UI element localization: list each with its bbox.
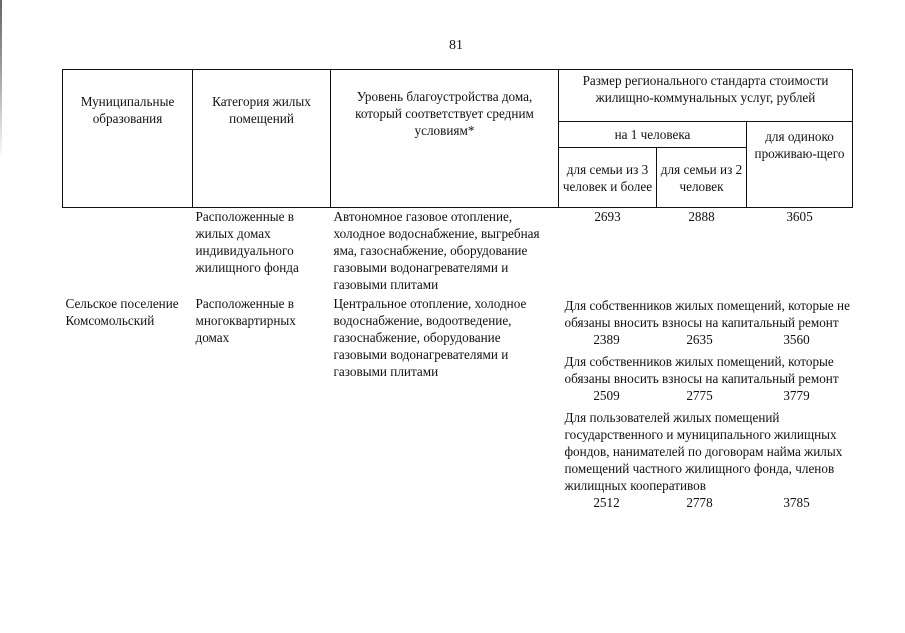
comfort-level-cell: Центральное отопление, холодное водоснабжение, водоотведение, газоснабжение, оборудование газовыми водонагревателями и газовыми плитами [333,296,527,379]
block-values [559,494,853,511]
table-row [63,293,853,511]
value-block [559,351,853,404]
header-category: Категория жилых помещений [193,70,331,208]
category-cell: Расположенные в многоквартирных домах [195,296,296,345]
value-block [559,295,853,348]
block-note: Для пользователей жилых помещений государственного и муниципального жилищных фондов, нанимателей по договорам найма жилых помещений частного жилищного фонда, членов жилищных кооперативов [564,410,843,493]
value-family-2: 2635 [686,332,713,347]
value-family-3plus: 2693 [594,209,621,224]
comfort-level-cell: Автономное газовое отопление, холодное водоснабжение, выгребная яма, газоснабжение, оборудование газовыми водонагревателями и газовыми плитами [333,209,540,292]
block-values [559,387,853,404]
value-single: 3779 [783,388,810,403]
table-row [63,208,853,294]
header-municipality: Муниципальные образования [63,70,193,208]
block-note: Для собственников жилых помещений, которые обязаны вносить взносы на капитальный ремонт [564,354,839,386]
value-family-2: 2778 [686,495,713,510]
value-single: 3605 [786,209,813,224]
value-blocks-cell [559,293,853,511]
value-family-2: 2888 [688,209,715,224]
municipality-cell: Сельское поселение Комсомольский [65,296,179,328]
value-family-2: 2775 [686,388,713,403]
value-family-3plus: 2389 [593,332,620,347]
tariff-standards-table [62,69,853,511]
value-family-3plus: 2512 [593,495,620,510]
block-note: Для собственников жилых помещений, которые не обязаны вносить взносы на капитальный ремонт [564,298,850,330]
block-values [559,331,853,348]
header-family-2: для семьи из 2 человек [657,148,747,208]
header-per-person: на 1 человека [559,122,747,148]
municipality-cell [63,208,193,294]
page-number: 81 [449,38,463,53]
value-single: 3560 [783,332,810,347]
category-cell: Расположенные в жилых домах индивидуального жилищного фонда [195,209,299,275]
header-family-3plus: для семьи из 3 человек и более [559,148,657,208]
header-standard-group: Размер регионального стандарта стоимости жилищно-коммунальных услуг, рублей [559,70,853,122]
value-family-3plus: 2509 [593,388,620,403]
scan-edge-mark [0,0,2,160]
value-block [559,407,853,511]
value-single: 3785 [783,495,810,510]
header-comfort-level: Уровень благоустройства дома, который соответствует средним условиям* [331,70,559,208]
header-single: для одиноко проживаю-щего [747,122,853,208]
